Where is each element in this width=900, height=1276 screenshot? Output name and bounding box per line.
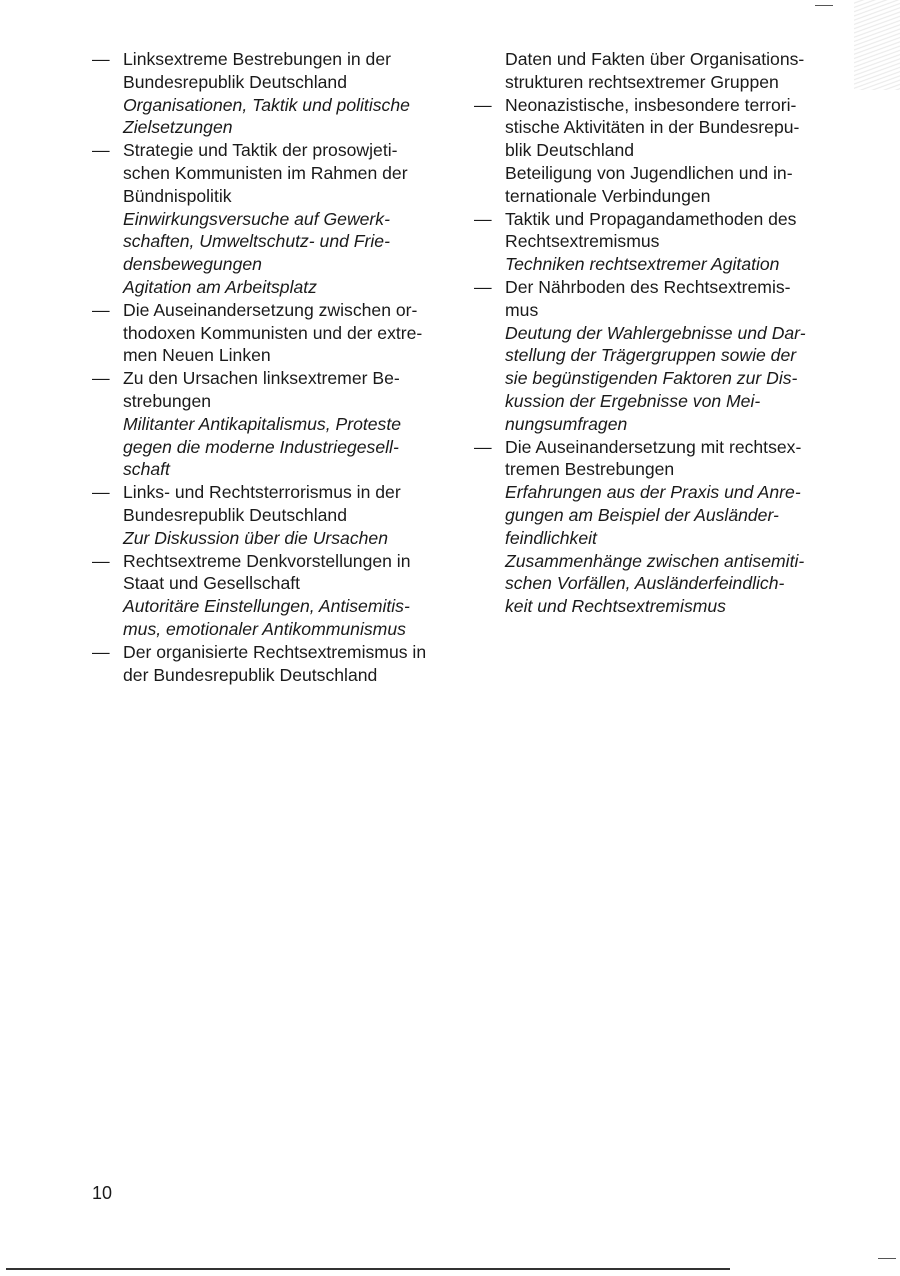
topic-heading <box>505 94 836 162</box>
topic-heading <box>123 48 454 94</box>
dash-bullet: — <box>92 641 110 662</box>
list-item <box>92 367 454 481</box>
topic-line: strebungen <box>123 390 212 411</box>
topic-detail <box>505 162 836 208</box>
subtopic <box>123 595 454 641</box>
dash-bullet: — <box>92 49 110 69</box>
subtopic-line: keit und Rechtsextremismus <box>505 596 726 617</box>
subtopic-line: Daten und Fakten über Organisations- <box>505 49 805 69</box>
topic-heading <box>505 276 836 322</box>
topic-line: Bundesrepublik Deutschland <box>123 71 347 92</box>
subtopic <box>123 527 454 550</box>
topic-line: Links- und Rechtsterrorismus in der <box>123 482 401 503</box>
topic-line: Der Nährboden des Rechtsextremis- <box>505 276 791 297</box>
subtopic-line: schen Vorfällen, Ausländerfeindlich- <box>505 573 785 594</box>
page-number: 10 <box>92 1183 113 1203</box>
list-item <box>474 276 836 436</box>
subtopic <box>505 322 836 436</box>
detail-line: Beteiligung von Jugendlichen und in- <box>505 162 793 183</box>
topic-line: tremen Bestrebungen <box>505 459 675 480</box>
subtopic-line: Organisationen, Taktik und politische <box>123 94 410 115</box>
subtopic <box>505 481 836 618</box>
subtopic-line: Einwirkungsversuche auf Gewerk- <box>123 208 390 229</box>
subtopic-line: kussion der Ergebnisse von Mei- <box>505 390 761 411</box>
subtopic <box>505 253 836 276</box>
topic-heading <box>123 641 454 687</box>
list-item <box>92 550 454 641</box>
dash-bullet: — <box>92 299 110 320</box>
subtopic-line: Autoritäre Einstellungen, Antisemitis- <box>123 596 410 617</box>
topic-heading <box>123 481 454 527</box>
topic-heading <box>123 139 454 207</box>
list-item <box>92 481 454 549</box>
topic-line: Die Auseinandersetzung mit rechtsex- <box>505 436 802 457</box>
topic-line: stische Aktivitäten in der Bundesrepu- <box>505 117 800 138</box>
subtopic-line: sie begünstigenden Faktoren zur Dis- <box>505 368 798 389</box>
topic-heading <box>505 436 836 482</box>
bottom-tick-mark <box>878 1258 896 1259</box>
subtopic <box>123 413 454 481</box>
topic-line: Rechtsextreme Denkvorstellungen in <box>123 550 411 571</box>
dash-bullet: — <box>92 140 110 161</box>
subtopic-line: schaften, Umweltschutz- und Frie- <box>123 231 390 252</box>
detail-line: ternationale Verbindungen <box>505 185 711 206</box>
subtopic-line: Deutung der Wahlergebnisse und Dar- <box>505 322 806 343</box>
subtopic-line: Militanter Antikapitalismus, Proteste <box>123 413 402 434</box>
subtopic-line: gegen die moderne Industriegesell- <box>123 436 399 457</box>
topic-line: Bundesrepublik Deutschland <box>123 504 347 525</box>
topic-heading <box>123 550 454 596</box>
topic-line: men Neuen Linken <box>123 345 271 366</box>
subtopic-line: stellung der Trägergruppen sowie der <box>505 345 797 366</box>
subtopic-line: feindlichkeit <box>505 527 597 548</box>
subtopic-line: Agitation am Arbeitsplatz <box>123 276 317 297</box>
dash-bullet: — <box>474 276 492 297</box>
topic-heading <box>123 299 454 367</box>
subtopic-line: Zusammenhänge zwischen antisemiti- <box>505 550 805 571</box>
scan-edge-artifact <box>854 0 900 90</box>
dash-bullet: — <box>474 208 492 229</box>
topic-line: schen Kommunisten im Rahmen der <box>123 162 408 183</box>
list-item <box>92 299 454 367</box>
subtopic <box>123 208 454 299</box>
topic-line: Linksextreme Bestrebungen in der <box>123 49 391 69</box>
topic-line: mus <box>505 299 539 320</box>
dash-bullet: — <box>92 550 110 571</box>
topic-heading <box>123 367 454 413</box>
bottom-scan-rule <box>6 1268 730 1270</box>
list-item <box>92 48 454 139</box>
dash-bullet: — <box>474 436 492 457</box>
topic-line: Strategie und Taktik der prosowjeti- <box>123 140 398 161</box>
right-column <box>474 48 836 618</box>
subtopic-line: Techniken rechtsextremer Agitation <box>505 254 780 275</box>
left-column <box>92 48 454 686</box>
topic-line: Zu den Ursachen linksextremer Be- <box>123 368 400 389</box>
topic-line: Neonazistische, insbesondere terrori- <box>505 94 797 115</box>
scan-tick-mark <box>815 5 833 6</box>
dash-bullet: — <box>92 482 110 503</box>
list-item <box>92 139 454 299</box>
topic-line: blik Deutschland <box>505 140 635 161</box>
dash-bullet: — <box>474 94 492 115</box>
topic-heading <box>505 208 836 254</box>
topic-line: Staat und Gesellschaft <box>123 573 301 594</box>
subtopic-line: strukturen rechtsextremer Gruppen <box>505 71 779 92</box>
subtopic <box>123 94 454 140</box>
topic-line: Die Auseinandersetzung zwischen or- <box>123 299 418 320</box>
topic-line: thodoxen Kommunisten und der extre- <box>123 322 423 343</box>
list-item <box>474 94 836 208</box>
subtopic-line: Zur Diskussion über die Ursachen <box>123 527 388 548</box>
subtopic-line: densbewegungen <box>123 254 262 275</box>
topic-line: Taktik und Propagandamethoden des <box>505 208 797 229</box>
list-item <box>474 436 836 618</box>
list-item <box>92 641 454 687</box>
topic-line: Der organisierte Rechtsextremismus in <box>123 641 427 662</box>
subtopic-line: gungen am Beispiel der Ausländer- <box>505 504 779 525</box>
subtopic-line: nungsumfragen <box>505 413 628 434</box>
topic-line: Bündnispolitik <box>123 185 232 206</box>
list-item <box>474 208 836 276</box>
subtopic-line: Zielsetzungen <box>123 117 233 138</box>
continuation-text <box>474 48 836 94</box>
subtopic-line: mus, emotionaler Antikommunismus <box>123 618 406 639</box>
continued-subtopic <box>505 48 836 94</box>
subtopic-line: Erfahrungen aus der Praxis und Anre- <box>505 482 801 503</box>
dash-bullet: — <box>92 368 110 389</box>
topic-line: Rechtsextremismus <box>505 231 660 252</box>
subtopic-line: schaft <box>123 459 170 480</box>
topic-line: der Bundesrepublik Deutschland <box>123 664 378 685</box>
